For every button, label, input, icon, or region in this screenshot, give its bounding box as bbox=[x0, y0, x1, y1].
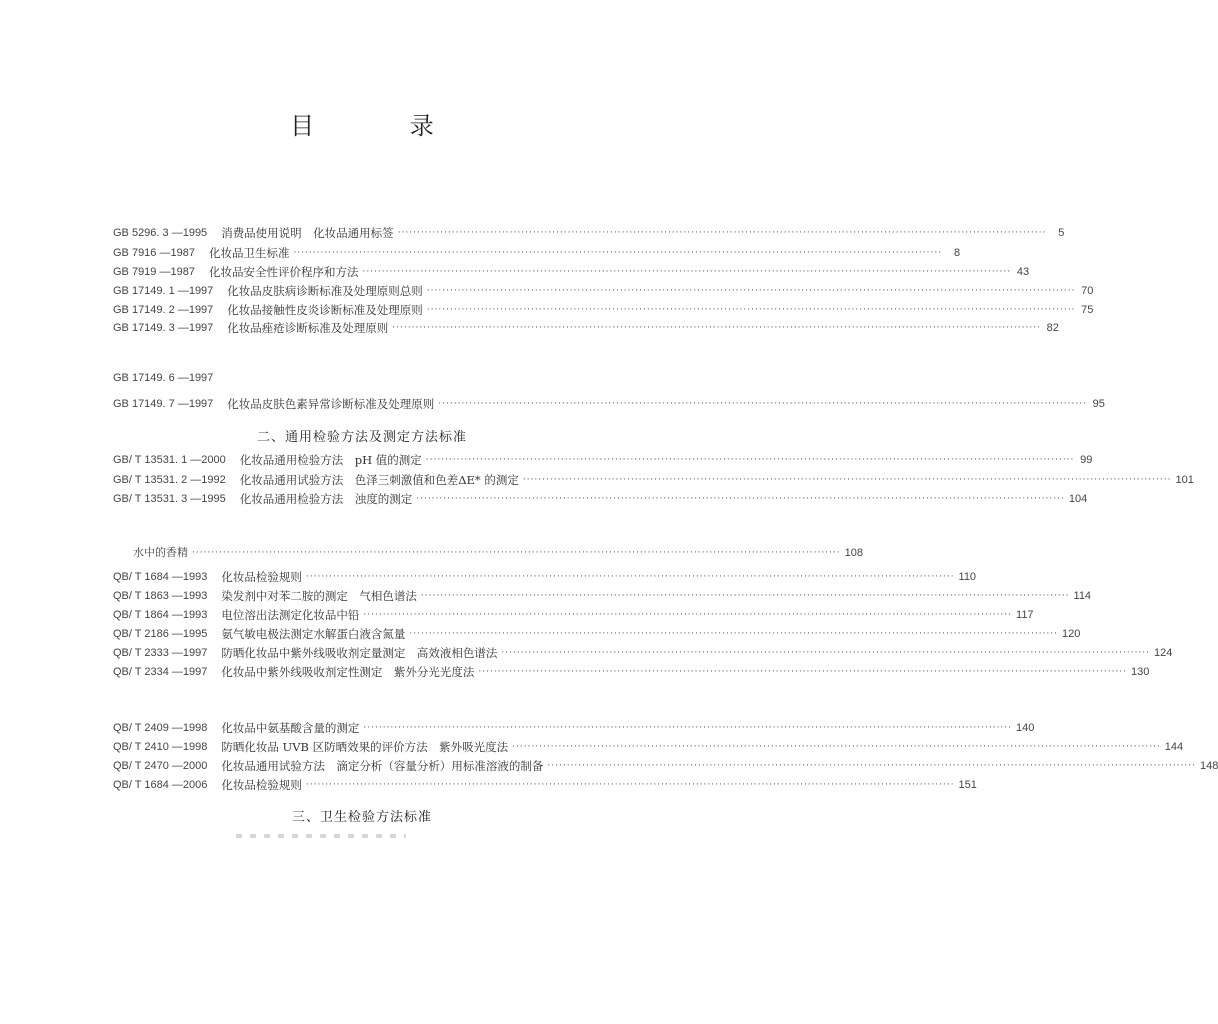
standard-code: GB 17149. 1 —1997 bbox=[113, 285, 214, 297]
page-number: 101 bbox=[1175, 474, 1194, 486]
dot-leader bbox=[306, 777, 955, 793]
toc-entry[interactable] bbox=[113, 302, 1094, 318]
page-number: 130 bbox=[1131, 666, 1150, 678]
standard-title: 染发剂中对苯二胺的测定 气相色谱法 bbox=[221, 589, 417, 603]
dot-leader bbox=[512, 739, 1161, 755]
standard-code: GB/ T 13531. 1 —2000 bbox=[113, 454, 226, 466]
page-number: 70 bbox=[1081, 285, 1094, 297]
toc-entry bbox=[113, 491, 1088, 507]
toc-entry[interactable] bbox=[113, 645, 1173, 661]
standard-title: 氨气敏电极法测定水解蛋白液含氮量 bbox=[221, 627, 406, 641]
toc-entry[interactable] bbox=[113, 607, 1034, 623]
page-title: 目 录 bbox=[290, 112, 478, 140]
dot-leader bbox=[416, 491, 1065, 507]
page-number: 144 bbox=[1164, 741, 1184, 753]
toc-entry[interactable] bbox=[113, 472, 1194, 488]
toc-entry[interactable] bbox=[113, 283, 1094, 299]
standard-title: 化妆品中紫外线吸收剂定性测定 紫外分光光度法 bbox=[221, 665, 475, 679]
page-number: 99 bbox=[1080, 454, 1093, 466]
standard-code: QB/ T 1863 —1993 bbox=[113, 590, 208, 602]
dot-leader bbox=[438, 396, 1087, 412]
toc-entry bbox=[113, 545, 863, 561]
standard-title: 化妆品接触性皮炎诊断标准及处理原则 bbox=[227, 303, 423, 317]
standard-title: 化妆品安全性评价程序和方法 bbox=[208, 265, 359, 279]
standard-code: QB/ T 1684 —2006 bbox=[113, 779, 208, 791]
dot-leader bbox=[427, 283, 1076, 299]
toc-entry[interactable] bbox=[113, 569, 977, 585]
standard-title: 防晒化妆品 UVB 区防晒效果的评价方法 紫外吸光度法 bbox=[221, 740, 509, 754]
standard-code: GB 17149. 2 —1997 bbox=[113, 304, 214, 316]
standard-title: 化妆品皮肤病诊断标准及处理原则总则 bbox=[227, 284, 423, 298]
standard-code: QB/ T 2410 —1998 bbox=[113, 741, 208, 753]
dot-leader bbox=[409, 626, 1058, 642]
toc-entry[interactable] bbox=[113, 245, 961, 261]
toc-entry[interactable] bbox=[113, 264, 1030, 280]
section-heading: 三、卫生检验方法标准 bbox=[291, 810, 432, 825]
standard-code: GB 17149. 6 —1997 bbox=[113, 372, 214, 384]
dot-leader bbox=[293, 245, 942, 261]
standard-code: GB 17149. 7 —1997 bbox=[113, 398, 214, 410]
dot-leader bbox=[362, 264, 1011, 280]
page-number: 120 bbox=[1062, 628, 1081, 640]
toc-entry[interactable] bbox=[113, 452, 1093, 468]
dot-leader bbox=[392, 320, 1041, 336]
toc-entry-clipped bbox=[113, 664, 1150, 680]
page-number: 151 bbox=[958, 779, 977, 791]
standard-title: 化妆品痤疮诊断标准及处理原则 bbox=[227, 321, 389, 335]
clipped-row-fragment bbox=[113, 491, 1088, 506]
standard-title: 化妆品检验规则 bbox=[221, 778, 302, 792]
standard-code: QB/ T 2186 —1995 bbox=[113, 628, 208, 640]
toc-entry[interactable] bbox=[113, 739, 1184, 755]
toc-entry[interactable] bbox=[113, 225, 1065, 241]
dot-leader bbox=[478, 664, 1127, 680]
standard-code: GB/ T 13531. 3 —1995 bbox=[113, 493, 226, 505]
page-number: 117 bbox=[1016, 609, 1034, 621]
standard-code: QB/ T 1864 —1993 bbox=[113, 609, 208, 621]
standard-title: 化妆品中氨基酸含量的测定 bbox=[221, 721, 360, 735]
standard-title: 电位溶出法测定化妆品中铅 bbox=[221, 608, 360, 622]
standard-title: 防晒化妆品中紫外线吸收剂定量测定 高效液相色谱法 bbox=[221, 646, 498, 660]
page-number: 75 bbox=[1081, 304, 1094, 316]
dot-leader bbox=[547, 758, 1196, 774]
section-heading: 二、通用检验方法及测定方法标准 bbox=[256, 430, 467, 445]
dot-leader bbox=[501, 645, 1150, 661]
dot-leader bbox=[306, 569, 955, 585]
dot-leader bbox=[523, 472, 1172, 488]
standard-title: 化妆品通用检验方法 pH 值的测定 bbox=[239, 453, 422, 467]
standard-title: 化妆品通用试验方法 滴定分析（容量分析）用标准溶液的制备 bbox=[221, 759, 544, 773]
dot-leader bbox=[192, 545, 841, 561]
standard-code: GB 5296. 3 —1995 bbox=[113, 227, 208, 239]
page-number: 140 bbox=[1016, 722, 1035, 734]
standard-title: 化妆品检验规则 bbox=[221, 570, 302, 584]
standard-code: QB/ T 2333 —1997 bbox=[113, 647, 208, 659]
standard-code: GB 7919 —1987 bbox=[113, 266, 195, 278]
page-number: 95 bbox=[1092, 398, 1105, 410]
page-number: 108 bbox=[844, 547, 863, 559]
page-number: 8 bbox=[953, 247, 961, 259]
standard-code: QB/ T 1684 —1993 bbox=[113, 571, 208, 583]
standard-title: 化妆品皮肤色素异常诊断标准及处理原则 bbox=[227, 397, 435, 411]
page-number: 104 bbox=[1068, 493, 1088, 505]
toc-entry[interactable] bbox=[113, 720, 1035, 736]
standard-code: GB 17149. 3 —1997 bbox=[113, 322, 214, 334]
standard-code: GB 7916 —1987 bbox=[113, 247, 195, 259]
page-number: 82 bbox=[1046, 322, 1059, 334]
standard-code: GB/ T 13531. 2 —1992 bbox=[113, 474, 226, 486]
toc-entry[interactable] bbox=[113, 588, 1092, 604]
clipped-row-fragment bbox=[113, 547, 863, 561]
page-number: 114 bbox=[1073, 590, 1092, 602]
dot-leader bbox=[363, 607, 1012, 623]
faint-text-fragment bbox=[236, 834, 406, 838]
toc-entry[interactable] bbox=[113, 626, 1081, 642]
standard-title: 化妆品通用检验方法 浊度的测定 bbox=[239, 492, 413, 506]
standard-title: 消费品使用说明 化妆品通用标签 bbox=[221, 226, 394, 240]
standard-code: QB/ T 2334 —1997 bbox=[113, 666, 208, 678]
toc-entry[interactable] bbox=[113, 758, 1218, 774]
toc-entry[interactable] bbox=[113, 777, 977, 793]
toc-entry[interactable] bbox=[113, 320, 1059, 336]
page-number: 124 bbox=[1154, 647, 1173, 659]
dot-leader bbox=[426, 452, 1075, 468]
standard-title: 化妆品通用试验方法 色泽三刺激值和色差ΔE* 的测定 bbox=[239, 473, 519, 487]
standard-code: QB/ T 2470 —2000 bbox=[113, 760, 208, 772]
toc-entry[interactable] bbox=[113, 396, 1105, 412]
page-number: 43 bbox=[1016, 266, 1030, 278]
dot-leader bbox=[427, 302, 1076, 318]
dot-leader bbox=[363, 720, 1012, 736]
page-number: 148 bbox=[1200, 760, 1218, 772]
standard-title: 化妆品卫生标准 bbox=[208, 246, 290, 260]
clipped-row-fragment bbox=[113, 664, 1150, 679]
dot-leader bbox=[398, 225, 1047, 241]
dot-leader bbox=[421, 588, 1070, 604]
page-number: 5 bbox=[1058, 227, 1065, 239]
standard-code: QB/ T 2409 —1998 bbox=[113, 722, 208, 734]
clipped-row-fragment bbox=[113, 372, 627, 387]
standard-code: 水中的香精 bbox=[133, 547, 188, 559]
toc-entry-clipped bbox=[113, 370, 627, 386]
page-number: 110 bbox=[958, 571, 977, 583]
